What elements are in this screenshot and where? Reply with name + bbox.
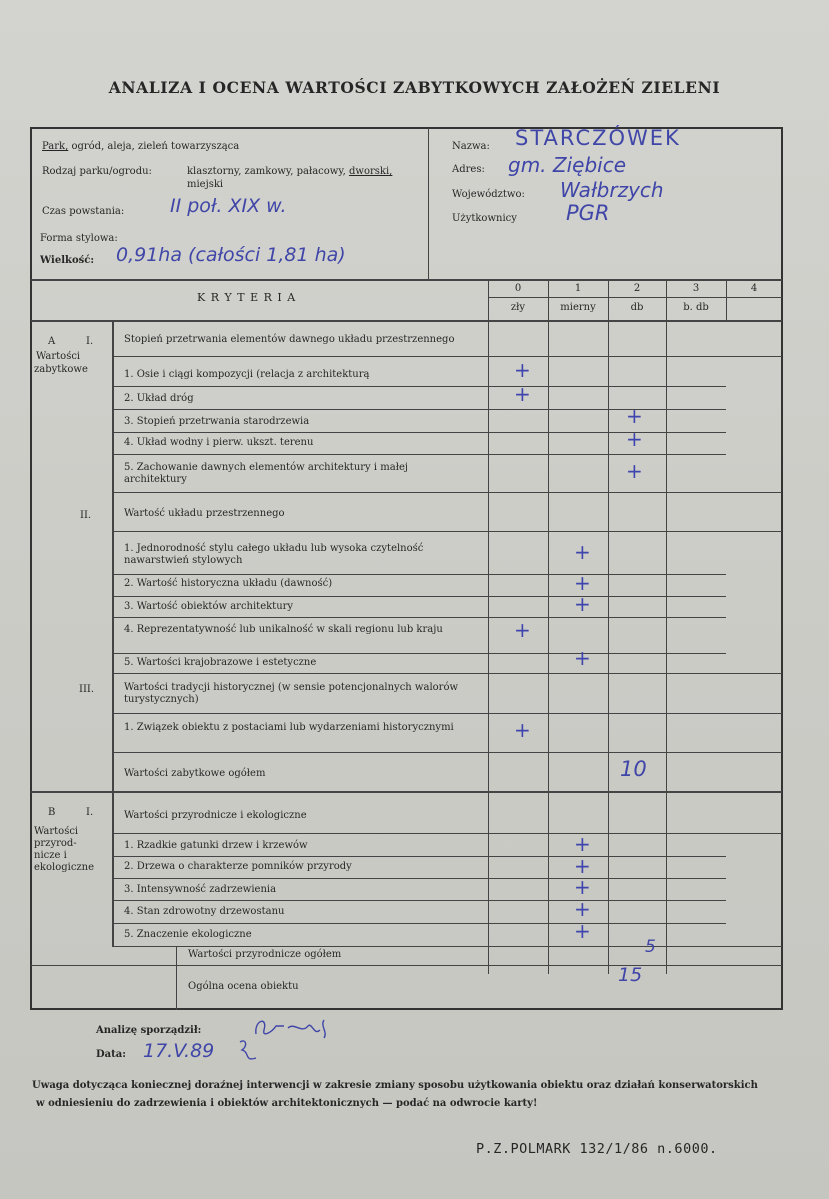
line <box>113 386 726 387</box>
rating-mark-A-I-1: + <box>514 358 531 382</box>
section-a-roman: I. <box>86 336 94 347</box>
a2-item-1: 1. Jednorodność stylu całego układu lub wysoka czytelność nawarstwień stylowych <box>124 543 424 566</box>
scale-num-0: 0 <box>514 283 522 294</box>
address-value: gm. Ziębice <box>508 153 627 177</box>
rating-mark-B-I-1: + <box>574 832 591 856</box>
initial-stroke <box>240 1041 256 1059</box>
rating-mark-B-I-5: + <box>574 919 591 943</box>
scale-num-4: 4 <box>750 283 758 294</box>
signature-stroke <box>256 1020 325 1038</box>
scale-num-3: 3 <box>692 283 700 294</box>
rating-mark-A-II-3: + <box>574 592 591 616</box>
name-value: STARCZÓWEK <box>515 126 681 150</box>
a1-item-5: 5. Zachowanie dawnych elementów architektury i małej architektury <box>124 462 408 485</box>
scale-num-1: 1 <box>574 283 582 294</box>
scale-label-1: mierny <box>560 302 596 313</box>
b-item-3: 3. Intensywność zadrzewienia <box>124 884 277 895</box>
rating-mark-A-II-4: + <box>514 618 531 642</box>
line <box>113 617 726 618</box>
b-heading: Wartości przyrodnicze i ekologiczne <box>124 810 307 821</box>
group-1-heading: Stopień przetrwania elementów dawnego układu przestrzennego <box>124 334 455 345</box>
b-item-4: 4. Stan zdrowotny drzewostanu <box>124 906 285 917</box>
rating-mark-A-I-2: + <box>514 382 531 406</box>
section-a-letter: A <box>48 336 56 347</box>
rating-mark-A-II-1: + <box>574 540 591 564</box>
b-item-5: 5. Znaczenie ekologiczne <box>124 929 252 940</box>
section-b-name-4: ekologiczne <box>34 862 95 873</box>
col-line-3 <box>666 280 667 974</box>
note-line-1: Uwaga dotycząca koniecznej doraźnej interwencji w zakresie zmiany sposobu użytkowania obiektu oraz działań konserwatorskich <box>32 1080 758 1091</box>
group-2-heading: Wartość układu przestrzennego <box>124 508 285 519</box>
scale-label-3: b. db <box>683 302 709 313</box>
rating-mark-A-I-4: + <box>626 427 643 451</box>
type-line: Park, ogród, aleja, zieleń towarzysząca <box>42 141 240 152</box>
analysis-label: Analizę sporządził: <box>96 1025 202 1036</box>
time-value: II poł. XIX w. <box>170 195 287 217</box>
size-label: Wielkość: <box>40 255 95 266</box>
col-line-1 <box>548 280 549 974</box>
section-b-name-3: nicze i <box>34 850 67 861</box>
rating-mark-A-II-5: + <box>574 646 591 670</box>
section-a-divider <box>112 321 114 791</box>
section-a-name-2: zabytkowe <box>34 364 88 375</box>
name-label: Nazwa: <box>452 141 490 152</box>
voiv-label: Województwo: <box>452 189 525 200</box>
line <box>113 923 726 924</box>
line <box>113 454 726 455</box>
a-total-label: Wartości zabytkowe ogółem <box>124 768 266 779</box>
section-b-name-1: Wartości <box>34 826 79 837</box>
a3-item-1: 1. Związek obiektu z postaciami lub wydarzeniami historycznymi <box>124 722 454 733</box>
header-bottom-line <box>31 279 782 281</box>
kind-options-2: miejski <box>187 179 224 190</box>
line <box>113 653 726 654</box>
b-item-2: 2. Drzewa o charakterze pomników przyrody <box>124 861 352 872</box>
line <box>113 574 726 575</box>
line <box>113 531 782 532</box>
col-line-2 <box>608 280 609 974</box>
scale-label-2: db <box>630 302 644 313</box>
kind-options: klasztorny, zamkowy, pałacowy, dworski, <box>187 166 393 177</box>
line <box>113 878 726 879</box>
rating-mark-B-I-4: + <box>574 897 591 921</box>
a1-item-1: 1. Osie i ciągi kompozycji (relacja z architekturą <box>124 369 370 380</box>
scale-label-0: zły <box>510 302 526 313</box>
a-total-value: 10 <box>620 757 647 781</box>
section-b-letter: B <box>48 807 56 818</box>
a2-item-3: 3. Wartość obiektów architektury <box>124 601 294 612</box>
line <box>113 596 726 597</box>
date-value: 17.V.89 <box>143 1040 215 1062</box>
overall-value: 15 <box>618 964 643 986</box>
header-divider <box>428 128 429 280</box>
a1-item-3: 3. Stopień przetrwania starodrzewia <box>124 416 310 427</box>
section-a-bottom <box>31 791 782 793</box>
rating-mark-A-III-1: + <box>514 718 531 742</box>
b-total-label: Wartości przyrodnicze ogółem <box>188 949 342 960</box>
style-label: Forma stylowa: <box>40 233 118 244</box>
section-a-name-1: Wartości <box>36 351 81 362</box>
rating-mark-B-I-2: + <box>574 854 591 878</box>
rating-mark-A-I-3: + <box>626 404 643 428</box>
b-item-1: 1. Rzadkie gatunki drzew i krzewów <box>124 840 308 851</box>
address-label: Adres: <box>452 164 485 175</box>
size-value: 0,91ha (całości 1,81 ha) <box>116 244 346 266</box>
group-3-heading: Wartości tradycji historycznej (w sensie potencjonalnych walorów turystycznych) <box>124 682 459 705</box>
scale-bottom-line <box>31 320 782 322</box>
note-line-2: w odniesieniu do zadrzewienia i obiektów architektonicznych — podać na odwrocie karty! <box>36 1098 538 1109</box>
line <box>113 492 782 493</box>
kind-label: Rodzaj parku/ogrodu: <box>42 166 152 177</box>
rating-mark-A-II-2: + <box>574 571 591 595</box>
rating-mark-A-I-5: + <box>626 459 643 483</box>
kryteria-label: K R Y T E R I A <box>197 291 297 304</box>
a1-item-4: 4. Układ wodny i pierw. ukszt. terenu <box>124 437 314 448</box>
summary-divider <box>176 946 177 1010</box>
scale-mid-line <box>488 297 782 298</box>
a2-item-4: 4. Reprezentatywność lub unikalność w skali regionu lub kraju <box>124 624 443 635</box>
group-3-roman: III. <box>79 684 95 695</box>
line <box>113 900 726 901</box>
time-label: Czas powstania: <box>42 206 125 217</box>
section-b-roman: I. <box>86 807 94 818</box>
printer-info: P.Z.POLMARK 132/1/86 n.6000. <box>476 1141 718 1157</box>
users-value: PGR <box>566 201 610 225</box>
line <box>113 713 782 714</box>
line <box>113 356 782 357</box>
line <box>113 673 782 674</box>
line <box>113 946 782 947</box>
scale-num-2: 2 <box>633 283 641 294</box>
initial-mark <box>236 1036 266 1066</box>
voiv-value: Wałbrzych <box>560 178 664 202</box>
users-label: Użytkownicy <box>452 213 517 224</box>
line <box>113 856 726 857</box>
overall-label: Ogólna ocena obiektu <box>188 981 299 992</box>
section-b-name-2: przyrod- <box>34 838 77 849</box>
b-total-value: 5 <box>645 937 656 957</box>
a1-item-2: 2. Układ dróg <box>124 393 194 404</box>
line <box>113 752 782 753</box>
line <box>113 833 782 834</box>
rating-mark-B-I-3: + <box>574 875 591 899</box>
page-title: ANALIZA I OCENA WARTOŚCI ZABYTKOWYCH ZAŁOŻEŃ ZIELENI <box>108 78 721 97</box>
a2-item-2: 2. Wartość historyczna układu (dawność) <box>124 578 333 589</box>
line <box>31 965 782 966</box>
group-2-roman: II. <box>80 510 92 521</box>
date-label: Data: <box>96 1049 126 1060</box>
col-line-0 <box>488 280 489 974</box>
a2-item-5: 5. Wartości krajobrazowe i estetyczne <box>124 657 317 668</box>
